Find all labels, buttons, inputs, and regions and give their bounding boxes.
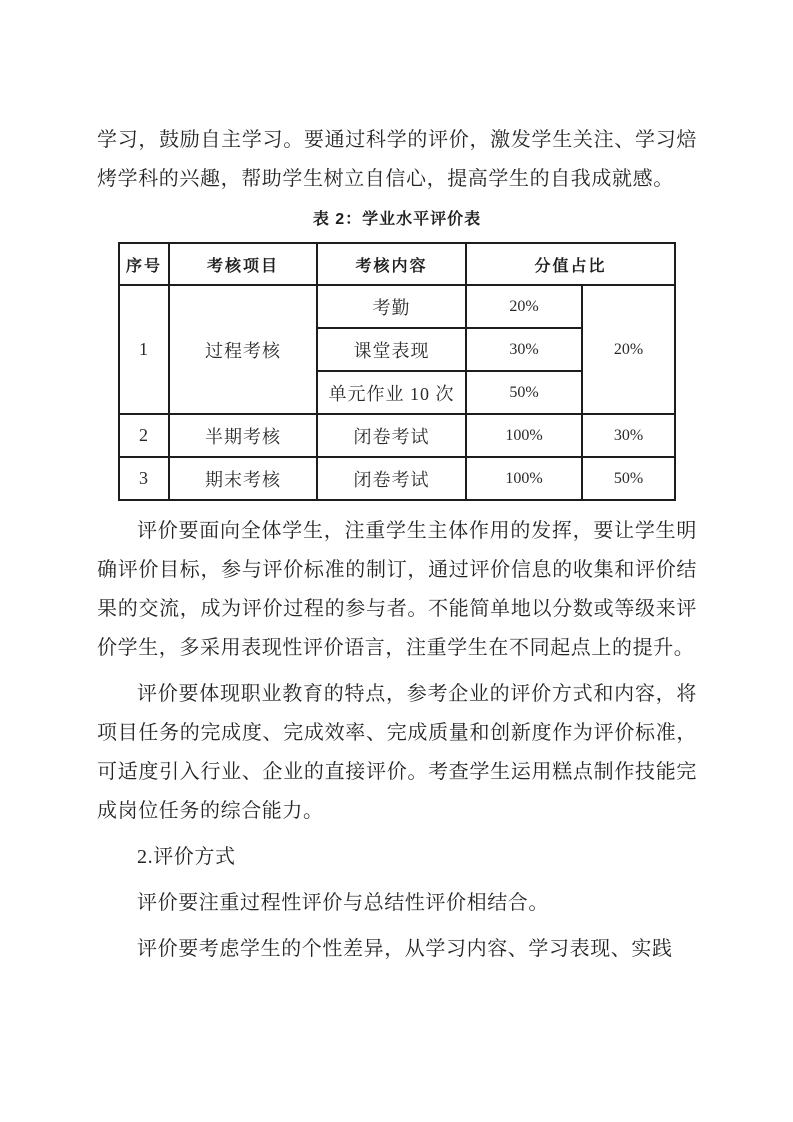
cell-row1-pct-homework: 50% — [466, 371, 582, 414]
cell-row1-pct-attendance: 20% — [466, 285, 582, 328]
cell-row3-pct: 100% — [466, 457, 582, 500]
paragraph-evaluation-orientation: 评价要面向全体学生，注重学生主体作用的发挥，要让学生明确评价目标，参与评价标准的制订，通过评价信息的收集和评价结果的交流，成为评价过程的参与者。不能简单地以分数或等级来评价学生，多采用表现性评价语言，注重学生在不同起点上的提升。 — [97, 520, 697, 659]
header-cell-content: 考核内容 — [317, 243, 466, 285]
header-cell-weight: 分值占比 — [466, 243, 675, 285]
cell-row2-no: 2 — [119, 414, 169, 457]
cell-row1-content-homework: 单元作业 10 次 — [317, 371, 466, 414]
paragraph-intro: 学习，鼓励自主学习。要通过科学的评价，激发学生关注、学习焙烤学科的兴趣，帮助学生树立自信心，提高学生的自我成就感。 — [97, 129, 697, 190]
cell-row1-pct-classroom: 30% — [466, 328, 582, 371]
cell-row3-weight: 50% — [582, 457, 675, 500]
header-cell-no: 序号 — [119, 243, 169, 285]
table-row — [119, 457, 675, 500]
cell-row3-no: 3 — [119, 457, 169, 500]
cell-row1-weight: 20% — [582, 285, 675, 414]
cell-row2-content: 闭卷考试 — [317, 414, 466, 457]
cell-row1-content-attendance: 考勤 — [317, 285, 466, 328]
cell-row1-no: 1 — [119, 285, 169, 414]
table-row — [119, 285, 675, 328]
cell-row2-project: 半期考核 — [169, 414, 317, 457]
cell-row3-content: 闭卷考试 — [317, 457, 466, 500]
cell-row1-content-classroom: 课堂表现 — [317, 328, 466, 371]
academic-evaluation-table — [118, 242, 676, 501]
table-caption: 表 2：学业水平评价表 — [312, 211, 482, 228]
cell-row2-pct: 100% — [466, 414, 582, 457]
cell-row3-project: 期末考核 — [169, 457, 317, 500]
table-header-row — [119, 243, 675, 285]
paragraph-individual-differences: 评价要考虑学生的个性差异，从学习内容、学习表现、实践 — [137, 938, 673, 960]
paragraph-vocational-characteristics: 评价要体现职业教育的特点，参考企业的评价方式和内容，将项目任务的完成度、完成效率、完成质量和创新度作为评价标准，可适度引入行业、企业的直接评价。考查学生运用糕点制作技能完成岗位任务的综合能力。 — [97, 683, 697, 822]
table-row — [119, 414, 675, 457]
header-cell-project: 考核项目 — [169, 243, 317, 285]
paragraph-evaluation-method-heading: 2.评价方式 — [137, 846, 236, 868]
cell-row1-project: 过程考核 — [169, 285, 317, 414]
paragraph-process-summative: 评价要注重过程性评价与总结性评价相结合。 — [137, 892, 549, 914]
cell-row2-weight: 30% — [582, 414, 675, 457]
